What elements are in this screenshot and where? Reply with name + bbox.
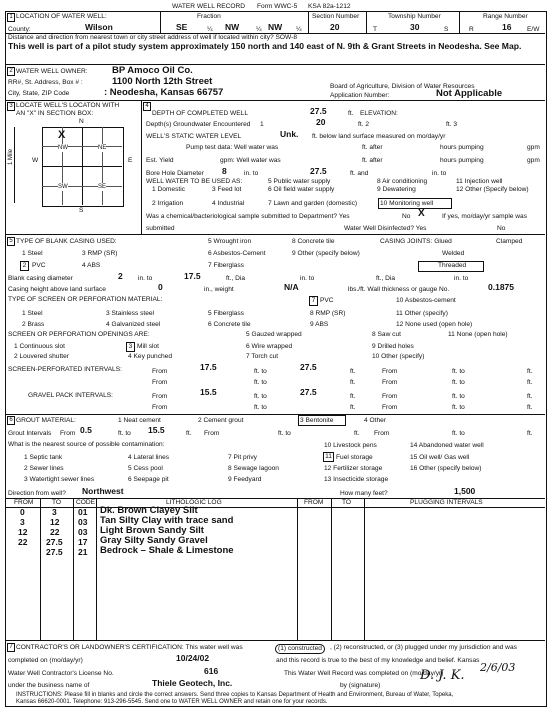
ft-unit: ft. xyxy=(527,368,533,375)
log-header-to-2: TO xyxy=(342,499,352,506)
use-3[interactable]: 3 Feed lot xyxy=(212,186,242,193)
distance-text: This well is part of a pilot study system approximately 150 north and 140 east of N. 9th & Grant Streets in Neodesha. See Map. xyxy=(8,41,522,51)
cert-line-1c: , (2) reconstructed, or (3) plugged under my jurisdiction and was xyxy=(330,644,517,651)
casing-3[interactable]: 3 RMP (SR) xyxy=(82,250,118,257)
bore-to-value: 27.5 xyxy=(310,166,327,176)
ft-to: ft. to xyxy=(254,368,267,375)
in-to: in. to xyxy=(138,275,153,282)
bore-value: 8 xyxy=(222,166,227,176)
distance-label: Distance and direction from nearest town or city street address of well if located within city? SOW-8 xyxy=(8,34,298,41)
form-number: Form WWC-5 xyxy=(257,3,298,10)
gravel-to-value: 27.5 xyxy=(300,387,317,397)
casing-8[interactable]: 8 Concrete tile xyxy=(292,238,335,245)
ft-to: ft. to xyxy=(452,393,465,400)
gpm-unit: gpm xyxy=(527,144,540,151)
hours-pumping: hours pumping xyxy=(440,157,484,164)
use-1[interactable]: 1 Domestic xyxy=(152,186,185,193)
ft-to: ft. to xyxy=(452,368,465,375)
section-2-number: 2 xyxy=(7,67,15,76)
casing-joints-label: CASING JOINTS: Glued xyxy=(380,238,452,245)
log-row-4-to: 27.5 xyxy=(46,537,63,547)
screen-1[interactable]: 1 Steel xyxy=(22,310,43,317)
from-label: From xyxy=(204,430,220,437)
section-6-number: 6 xyxy=(7,416,15,425)
county-value: Wilson xyxy=(85,22,113,32)
screen-type-label: TYPE OF SCREEN OR PERFORATION MATERIAL: xyxy=(8,296,163,303)
instructions-2: Kansas 66620-0001. Telephone: 913-296-5545. Send one to WATER WELL OWNER and retain one for your records. xyxy=(16,699,328,705)
casing-5[interactable]: 5 Wrought iron xyxy=(208,238,252,245)
static-level-value: Unk. xyxy=(280,129,299,139)
contam-1[interactable]: 1 Septic tank xyxy=(24,454,63,461)
log-row-1-from: 0 xyxy=(20,507,25,517)
ft-to: ft. to xyxy=(254,393,267,400)
from-label: From xyxy=(152,393,168,400)
log-header-lithologic: LITHOLOGIC LOG xyxy=(166,499,222,506)
contam-8[interactable]: 8 Sewage lagoon xyxy=(228,465,279,472)
address-value: 1100 North 12th Street xyxy=(112,76,213,87)
cert-line-4a: under the business name of xyxy=(8,682,90,689)
in-to: in. to xyxy=(300,275,315,282)
casing-4[interactable]: 4 ABS xyxy=(82,262,101,269)
divider xyxy=(308,11,309,33)
use-2[interactable]: 2 Irrigation xyxy=(152,200,184,207)
screen-7[interactable]: PVC xyxy=(320,297,334,304)
ft-from: ft. xyxy=(186,430,192,437)
contam-5[interactable]: 5 Cess pool xyxy=(128,465,163,472)
quarter-mark: ¼ xyxy=(296,26,302,33)
direction-label: Direction from well? xyxy=(8,490,66,497)
log-header-code: CODE xyxy=(76,499,96,506)
opening-10[interactable]: 10 Other (specify) xyxy=(372,353,425,360)
screen-2[interactable]: 2 Brass xyxy=(22,321,45,328)
section-7-number: 7 xyxy=(7,643,15,652)
ft-unit: ft. xyxy=(350,404,356,411)
cert-constructed: (1) constructed xyxy=(275,644,325,654)
casing-type-label: TYPE OF BLANK CASING USED: xyxy=(16,238,117,245)
screen-10[interactable]: 10 Asbestos-cement xyxy=(396,297,456,304)
grout-1[interactable]: 1 Neat cement xyxy=(118,417,161,424)
fraction-1: SE xyxy=(176,22,188,32)
log-row-2-desc: Tan Silty Clay with trace sand xyxy=(100,515,234,526)
ft-unit: ft. xyxy=(350,368,356,375)
use-9[interactable]: 9 Dewatering xyxy=(377,186,416,193)
casing-2-num-box: 2 xyxy=(20,261,29,271)
section-4-number: 4 xyxy=(143,102,151,111)
business-name: Thiele Geotech, Inc. xyxy=(152,678,233,688)
grout-to-value: 15.5 xyxy=(148,425,165,435)
ft-unit: ft. xyxy=(527,404,533,411)
depth-value: 27.5 xyxy=(310,106,327,116)
ft-to: ft. to xyxy=(452,379,465,386)
diameter-label: Blank casing diameter xyxy=(8,275,73,282)
contam-6[interactable]: 6 Seepage pit xyxy=(128,476,169,483)
divider xyxy=(160,11,161,33)
opening-6[interactable]: 6 Wire wrapped xyxy=(246,343,293,350)
ft-and: ft. and xyxy=(350,170,369,177)
submitted-label: submitted xyxy=(146,225,175,232)
contam-3[interactable]: 3 Watertight sewer lines xyxy=(24,476,95,483)
se-label: SE xyxy=(98,184,107,190)
diameter-to-value: 17.5 xyxy=(184,271,201,281)
license-number: 616 xyxy=(204,666,219,676)
grid-line xyxy=(102,127,103,205)
fraction-2: NW xyxy=(225,22,240,32)
divider xyxy=(6,234,545,235)
ft-to: ft. to xyxy=(452,430,465,437)
log-row-5-code: 21 xyxy=(78,547,88,557)
disinfected-label: Water Well Disinfected? Yes xyxy=(344,225,427,232)
disinfected-no[interactable]: No xyxy=(497,225,506,232)
in-weight: in., weight xyxy=(204,286,234,293)
use-8[interactable]: 8 Air conditioning xyxy=(377,178,428,185)
joints-threaded[interactable]: Threaded xyxy=(438,262,467,269)
cert-line-2b: and this record is true to the best of my knowledge and belief. Kansas xyxy=(276,657,480,664)
elevation-label: ELEVATION: xyxy=(360,110,398,117)
chem-no[interactable]: No xyxy=(402,213,411,220)
chem-sample-label: Was a chemical/bacteriological sample submitted to Department? Yes xyxy=(146,213,350,220)
opening-9[interactable]: 9 Drilled holes xyxy=(372,343,414,350)
col-line xyxy=(96,498,97,640)
divider xyxy=(459,11,460,33)
log-row-2-from: 3 xyxy=(20,517,25,527)
direction-value: Northwest xyxy=(82,486,124,496)
contam-7[interactable]: 7 Pit privy xyxy=(228,454,257,461)
ne-label: NE xyxy=(98,145,107,151)
contam-4[interactable]: 4 Lateral lines xyxy=(128,454,170,461)
ft-after: ft. after xyxy=(362,144,383,151)
joints-welded[interactable]: Welded xyxy=(442,250,465,257)
fraction-label: Fraction xyxy=(197,13,221,20)
opening-7[interactable]: 7 Torch cut xyxy=(246,353,279,360)
log-row-4-code: 17 xyxy=(78,537,88,547)
contam-15[interactable]: 15 Oil well/ Gas well xyxy=(410,454,470,461)
hours-pumping: hours pumping xyxy=(440,144,484,151)
in-to: in. to xyxy=(432,170,447,177)
ft-after: ft. after xyxy=(362,157,383,164)
cert-line-1a: CONTRACTOR'S OR LANDOWNER'S CERTIFICATION: This water well was xyxy=(16,644,243,651)
contam-10[interactable]: 10 Livestock pens xyxy=(324,442,377,449)
chem-no-x: X xyxy=(418,208,425,219)
from-label: From xyxy=(382,393,398,400)
gw-1-num: 1 xyxy=(260,121,264,128)
contam-9[interactable]: 9 Feedyard xyxy=(228,476,262,483)
from-label: From xyxy=(382,368,398,375)
casing-6[interactable]: 6 Asbestos-Cement xyxy=(208,250,266,257)
in-to: in. to xyxy=(454,275,469,282)
opening-1[interactable]: 1 Continuous slot xyxy=(14,343,65,350)
quarter-mark: ¼ xyxy=(207,26,213,33)
use-11[interactable]: 11 Injection well xyxy=(456,178,503,185)
bore-label: Bore Hole Diameter xyxy=(146,170,204,177)
ksa-number: KSA 82a-1212 xyxy=(308,3,351,10)
locate-label-2: AN "X" IN SECTION BOX: xyxy=(16,110,94,117)
ft-unit: ft. xyxy=(527,379,533,386)
screen-intervals-label: SCREEN-PERFORATED INTERVALS: xyxy=(8,366,122,373)
instructions-1: INSTRUCTIONS: Please fill in blanks and circle the correct answers. Send three copies to Kansas Department of Health and Environment, Bureau of Water, Topeka, xyxy=(16,692,454,698)
section-1-number: 1 xyxy=(7,13,15,22)
from-label: From xyxy=(382,404,398,411)
ft-dia: ft., Dia xyxy=(226,275,246,282)
log-header-from: FROM xyxy=(14,499,34,506)
divider xyxy=(141,100,142,234)
use-10[interactable]: 10 Monitoring well xyxy=(380,200,434,207)
opening-11[interactable]: 11 None (open hole) xyxy=(448,331,508,338)
township-suffix: S xyxy=(444,26,449,33)
owner-label: WATER WELL OWNER: xyxy=(16,68,88,75)
from-label: From xyxy=(60,430,76,437)
log-row-3-code: 03 xyxy=(78,527,88,537)
township-label: Township Number xyxy=(388,13,441,20)
contam-11[interactable]: Fuel storage xyxy=(336,454,373,461)
contam-13[interactable]: 13 Insecticide storage xyxy=(324,476,389,483)
grout-label: GROUT MATERIAL: xyxy=(16,417,76,424)
depth-label: DEPTH OF COMPLETED WELL xyxy=(152,110,248,117)
use-4[interactable]: 4 Industrial xyxy=(212,200,245,207)
opening-3-num-box: 3 xyxy=(126,342,135,352)
gw-2: ft. 2 xyxy=(358,121,369,128)
log-row-3-from: 12 xyxy=(18,527,28,537)
cert-line-3b: This Water Well Record was completed on (mo/day/yr) xyxy=(284,670,444,677)
divider xyxy=(6,64,545,65)
locate-label-1: LOCATE WELL'S LOCATON WITH xyxy=(16,102,120,109)
col-line xyxy=(297,498,298,640)
feet-value: 1,500 xyxy=(454,486,476,496)
range-value: 16 xyxy=(502,22,512,32)
casing-9[interactable]: 9 Other (specify below) xyxy=(292,250,360,257)
mile-scale xyxy=(14,127,15,203)
east-label: E xyxy=(128,157,133,164)
diameter-value: 2 xyxy=(118,271,123,281)
from-label: From xyxy=(374,430,390,437)
ft-unit: ft. xyxy=(527,393,533,400)
grout-4[interactable]: 4 Other xyxy=(364,417,386,424)
contam-2[interactable]: 2 Sewer lines xyxy=(24,465,64,472)
grid-line xyxy=(42,166,122,167)
board-label: Board of Agriculture, Division of Water Resources xyxy=(330,83,475,90)
screen-to-value: 27.5 xyxy=(300,362,317,372)
screen-5[interactable]: 5 Fiberglass xyxy=(208,310,244,317)
use-5[interactable]: 5 Public water supply xyxy=(268,178,331,185)
divider xyxy=(366,11,367,33)
screen-9[interactable]: 9 ABS xyxy=(310,321,329,328)
opening-2[interactable]: 2 Louvered shutter xyxy=(14,353,69,360)
completed-date: 10/24/02 xyxy=(176,653,210,663)
city-value: : Neodesha, Kansas 66757 xyxy=(104,87,224,98)
range-ew: E/W xyxy=(527,26,540,33)
owner-value: BP Amoco Oil Co. xyxy=(112,65,193,76)
record-date: 2/6/03 xyxy=(480,661,516,674)
log-row-3-desc: Light Brown Sandy Silt xyxy=(100,525,204,536)
gauge-value: 0.1875 xyxy=(488,282,514,292)
gravel-from-value: 15.5 xyxy=(200,387,217,397)
screen-7-num-box: 7 xyxy=(309,296,318,306)
log-row-4-from: 22 xyxy=(18,537,28,547)
ft-to: ft. to xyxy=(254,379,267,386)
log-row-5-desc: Bedrock – Shale & Limestone xyxy=(100,545,234,556)
from-label: From xyxy=(152,404,168,411)
gravel-pack-label: GRAVEL PACK INTERVALS: xyxy=(28,392,114,399)
screen-11[interactable]: 11 Other (specify) xyxy=(396,310,448,317)
from-label: From xyxy=(382,379,398,386)
from-label: From xyxy=(152,379,168,386)
log-row-1-code: 01 xyxy=(78,507,88,517)
height-label: Casing height above land surface xyxy=(8,286,106,293)
log-header-plugging: PLUGGING INTERVALS xyxy=(410,499,483,506)
section-5-number: 5 xyxy=(7,237,15,246)
city-label: City, State, ZIP Code xyxy=(8,90,70,97)
cert-line-4b: by (signature) xyxy=(340,682,381,689)
grout-intervals-label: Grout Intervals xyxy=(8,430,52,437)
pump-test-label: Pump test data: Well water was xyxy=(186,144,279,151)
grout-2[interactable]: 2 Cement grout xyxy=(198,417,244,424)
ft-unit: ft. xyxy=(527,430,533,437)
fraction-3: NW xyxy=(268,22,283,32)
section-number-label: Section Number xyxy=(312,13,360,20)
use-6[interactable]: 6 Oil field water supply xyxy=(268,186,335,193)
form-title: WATER WELL RECORD xyxy=(172,3,246,10)
contam-12[interactable]: 12 Fertilizer storage xyxy=(324,465,383,472)
ft-to: ft. to xyxy=(118,430,131,437)
use-7[interactable]: 7 Lawn and garden (domestic) xyxy=(268,200,358,207)
mile-label: 1 Mile xyxy=(8,148,15,166)
height-value: 0 xyxy=(158,282,163,292)
well-location-x: X xyxy=(58,129,66,141)
township-value: 30 xyxy=(410,22,420,32)
divider xyxy=(6,414,545,415)
yield-label: Est. Yield xyxy=(146,157,174,164)
openings-label: SCREEN OR PERFORATION OPENINGS ARE: xyxy=(8,331,150,338)
contamination-label: What is the nearest source of possible contamination: xyxy=(8,441,165,448)
sw-label: SW xyxy=(58,184,68,190)
opening-3[interactable]: Mill slot xyxy=(137,343,159,350)
log-row-3-to: 22 xyxy=(50,527,60,537)
ft-to: ft. to xyxy=(278,430,291,437)
divider xyxy=(6,100,545,101)
west-label: W xyxy=(32,157,39,164)
col-line xyxy=(331,498,332,640)
screen-4[interactable]: 4 Galvanized steel xyxy=(106,321,161,328)
divider xyxy=(6,640,545,641)
ft-unit: ft. xyxy=(350,393,356,400)
quarter-mark: ¼ xyxy=(256,26,262,33)
grid-line xyxy=(42,186,122,187)
casing-7[interactable]: 7 Fiberglass xyxy=(208,262,244,269)
range-prefix: R xyxy=(469,26,474,33)
opening-5[interactable]: 5 Gauzed wrapped xyxy=(246,331,302,338)
from-label: From xyxy=(152,368,168,375)
gw-3: ft. 3 xyxy=(446,121,457,128)
lbs-label: lbs./ft. Wall thickness or gauge No. xyxy=(348,286,450,293)
section-grid[interactable] xyxy=(42,127,124,207)
grout-from-value: 0.5 xyxy=(80,425,92,435)
address-label: RR#, St. Address, Box # : xyxy=(8,79,83,86)
opening-8[interactable]: 8 Saw cut xyxy=(372,331,401,338)
yield-gpm: gpm: Well water was xyxy=(220,157,281,164)
log-row-2-code: 03 xyxy=(78,517,88,527)
contam-16[interactable]: 16 Other (specify below) xyxy=(410,465,482,472)
cert-line-3a: Water Well Contractor's License No. xyxy=(8,670,114,677)
use-label: WELL WATER TO BE USED AS: xyxy=(146,178,243,185)
north-label: N xyxy=(79,118,84,125)
screen-6[interactable]: 6 Concrete tile xyxy=(208,321,251,328)
static-level-rest: ft. below land surface measured on mo/day/yr xyxy=(312,133,446,140)
gpm-unit: gpm xyxy=(527,157,540,164)
col-line xyxy=(40,498,41,640)
ft-dia: ft., Dia xyxy=(376,275,396,282)
chem-rest: If yes, mo/day/yr sample was xyxy=(442,213,528,220)
application-label: Application Number: xyxy=(330,92,390,99)
groundwater-label: Depth(s) Groundwater Encountered xyxy=(146,121,251,128)
ft-to: ft. to xyxy=(254,404,267,411)
in-to: in. to xyxy=(244,170,259,177)
screen-12[interactable]: 12 None used (open hole) xyxy=(396,321,473,328)
ft-unit: ft. xyxy=(354,430,360,437)
col-line xyxy=(364,498,365,640)
joints-clamped[interactable]: Clamped xyxy=(496,238,523,245)
log-row-5-from: 27.5 xyxy=(46,547,63,557)
static-level-label: WELL'S STATIC WATER LEVEL xyxy=(146,133,242,140)
screen-from-value: 17.5 xyxy=(200,362,217,372)
gw-1-value: 20 xyxy=(316,117,326,127)
location-label: LOCATION OF WATER WELL: xyxy=(16,13,107,20)
weight-value: N/A xyxy=(284,282,299,292)
ft-unit: ft. xyxy=(348,110,354,117)
south-label: S xyxy=(79,207,84,214)
use-12[interactable]: 12 Other (Specify below) xyxy=(456,186,529,193)
log-header-from-2: FROM xyxy=(304,499,324,506)
log-row-2-to: 12 xyxy=(50,517,60,527)
screen-3[interactable]: 3 Stainless steel xyxy=(106,310,155,317)
cert-line-2a: completed on (mo/day/yr) xyxy=(8,657,83,664)
screen-8[interactable]: 8 RMP (SR) xyxy=(310,310,346,317)
opening-4[interactable]: 4 Key punched xyxy=(128,353,172,360)
casing-2[interactable]: PVC xyxy=(32,262,46,269)
county-label: County: xyxy=(8,26,31,33)
contam-14[interactable]: 14 Abandoned water well xyxy=(410,442,484,449)
log-row-1-to: 3 xyxy=(52,507,57,517)
casing-1[interactable]: 1 Steel xyxy=(22,250,43,257)
col-line xyxy=(73,498,74,640)
ft-to: ft. to xyxy=(452,404,465,411)
signature: D. J. K. xyxy=(420,668,465,683)
township-prefix: T xyxy=(373,26,378,33)
nw-label: NW xyxy=(58,145,68,151)
log-header-to: TO xyxy=(52,499,62,506)
range-label: Range Number xyxy=(483,13,528,20)
section-3-number: 3 xyxy=(7,102,15,111)
log-row-1-desc: Dk. Brown Clayey Silt xyxy=(100,505,198,516)
section-number-value: 20 xyxy=(330,22,340,32)
grout-3[interactable]: 3 Bentonite xyxy=(300,417,334,424)
grid-line xyxy=(42,146,122,147)
log-row-4-desc: Gray Silty Sandy Gravel xyxy=(100,535,208,546)
ft-unit: ft. xyxy=(350,379,356,386)
application-value: Not Applicable xyxy=(436,88,503,99)
feet-label: How many feet? xyxy=(340,490,388,497)
contam-11-num-box: 11 xyxy=(323,452,334,462)
